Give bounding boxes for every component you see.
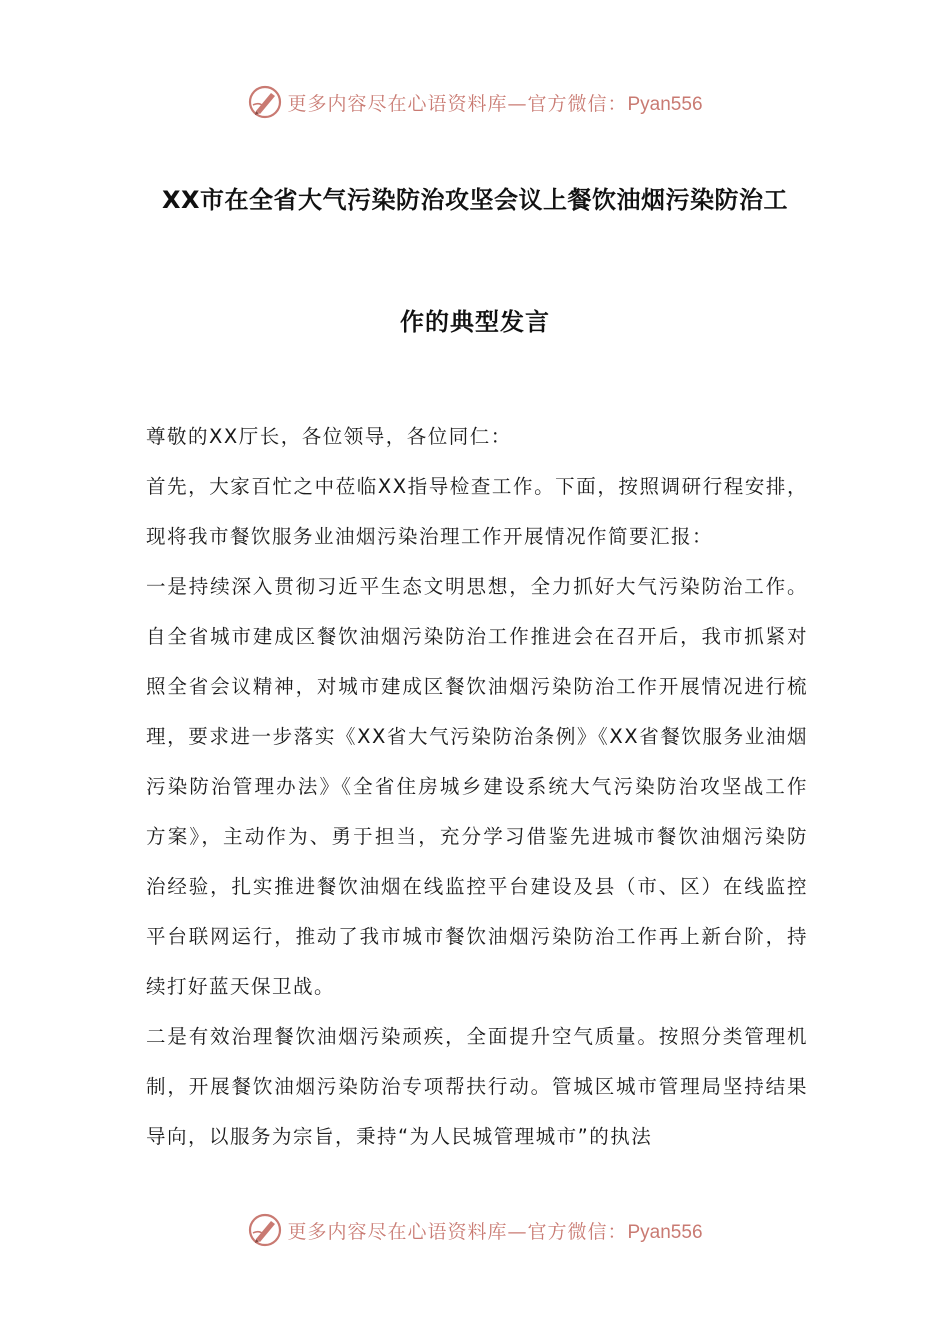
pen-logo-icon xyxy=(247,84,283,120)
watermark-banner-bottom xyxy=(0,1208,950,1252)
watermark-text: 更多内容尽在心语资料库—官方微信： xyxy=(287,1220,628,1243)
watermark-banner-top xyxy=(0,80,950,124)
pen-logo-icon xyxy=(247,1212,283,1248)
paragraph-3: 二是有效治理餐饮油烟污染顽疾，全面提升空气质量。按照分类管理机制，开展餐饮油烟污染防治专项帮扶行动。管城区城市管理局坚持结果导向，以服务为宗旨，秉持“为人民城管理城市”的执法 xyxy=(146,1025,808,1148)
watermark-text: 更多内容尽在心语资料库—官方微信： xyxy=(287,92,628,115)
paragraph-2: 一是持续深入贯彻习近平生态文明思想，全力抓好大气污染防治工作。自全省城市建成区餐饮油烟污染防治工作推进会在召开后，我市抓紧对照全省会议精神，对城市建成区餐饮油烟污染防治工作开展情况进行梳理，要求进一步落实《XX省大气污染防治条例》《XX省餐饮服务业油烟污染防治管理办法》《全省住房城乡建设系统大气污染防治攻坚战工作方案》，主动作为、勇于担当，充分学习借鉴先进城市餐饮油烟污染防治经验，扎实推进餐饮油烟在线监控平台建设及县（市、区）在线监控平台联网运行，推动了我市城市餐饮油烟污染防治工作再上新台阶，持续打好蓝天保卫战。 xyxy=(146,575,808,998)
document-title-line1: XX市在全省大气污染防治攻坚会议上餐饮油烟污染防治工 xyxy=(161,186,788,214)
watermark-wechat-id: Pyan556 xyxy=(627,93,703,115)
document-body xyxy=(146,412,808,1162)
watermark-wechat-id: Pyan556 xyxy=(627,1221,703,1243)
document-title-line2: 作的典型发言 xyxy=(400,308,550,336)
paragraph-1: 首先，大家百忙之中莅临XX指导检查工作。下面，按照调研行程安排，现将我市餐饮服务业油烟污染治理工作开展情况作简要汇报： xyxy=(146,475,808,548)
salutation: 尊敬的XX厅长，各位领导，各位同仁： xyxy=(146,425,512,448)
